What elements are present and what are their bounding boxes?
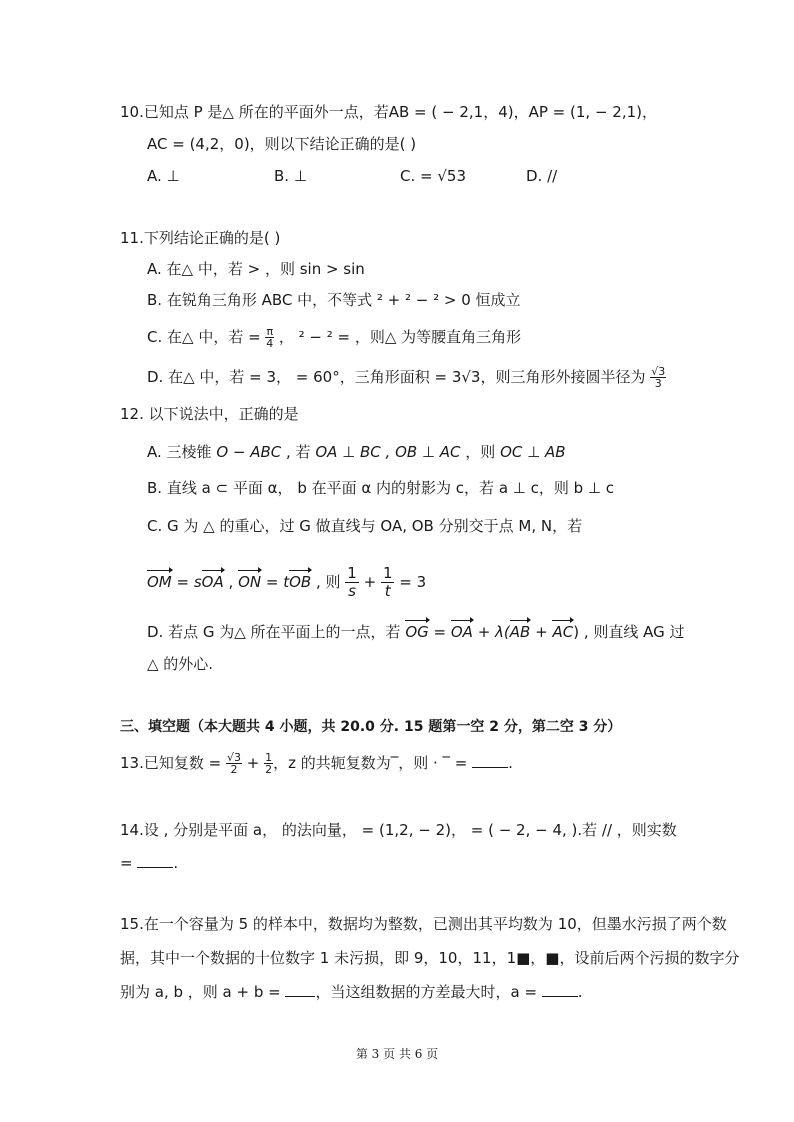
- answer-blank[interactable]: [472, 753, 508, 768]
- q10-option-a: A. ⊥: [147, 167, 180, 185]
- q12-option-b: B. 直线 a ⊂ 平面 α， b 在平面 α 内的射影为 c，若 a ⊥ c，则 b ⊥ c: [147, 479, 614, 497]
- answer-blank[interactable]: [285, 982, 315, 997]
- q12-option-d-line2: △ 的外心.: [147, 655, 214, 673]
- page-footer: 第 3 页 共 6 页: [355, 1047, 439, 1061]
- q15-line1: 15.在一个容量为 5 的样本中，数据均为整数，已测出其平均数为 10，但墨水污损了两个数: [120, 915, 727, 933]
- fraction-1-over-s: $\frac{1}{s}$: [347, 564, 357, 600]
- q11-option-c: C. 在△ 中，若 = $\frac{\pi}{4}$ ， ² − ² = ，则△ 为等腰直角三角形: [147, 325, 522, 350]
- q14-line2: = .: [120, 854, 179, 872]
- q10-option-d: D. //: [526, 167, 558, 185]
- fraction-sqrt3-over-2: $\frac{√3}{2}$: [226, 751, 241, 776]
- q15-line2: 据，其中一个数据的十位数字 1 未污损，即 9，10，11，1■，■，设前后两个污损的数字分: [120, 949, 740, 967]
- fraction-pi-over-4: $\frac{\pi}{4}$: [266, 325, 274, 350]
- q11-stem: 11.下列结论正确的是( ): [120, 229, 281, 247]
- q12-option-c-line1: C. G 为 △ 的重心，过 G 做直线与 OA, OB 分别交于点 M, N，若: [147, 517, 583, 535]
- q14-line1: 14.设 , 分别是平面 a， 的法向量， = (1,2, − 2)， = ( − 2, − 4, ).若 // ，则实数: [120, 821, 677, 839]
- section-heading: 三、填空题（本大题共 4 小题，共 20.0 分. 15 题第一空 2 分，第二空 3 分）: [120, 719, 622, 735]
- q12-option-d-line1: D. 若点 G 为△ 所在平面上的一点，若 OG = OA + λ(AB + AC) , 则直线 AG 过: [147, 623, 685, 641]
- fraction-sqrt3-over-3: $\frac{√3}{3}$: [651, 365, 666, 390]
- fraction-1-over-t: $\frac{1}{t}$: [382, 564, 393, 600]
- answer-blank[interactable]: [542, 982, 578, 997]
- q12-option-a: A. 三棱锥 O − ABC , 若 OA ⊥ BC , OB ⊥ AC ，则 OC ⊥ AB: [147, 443, 566, 461]
- q10-option-c: C. = √53: [400, 167, 466, 185]
- q10-line1: 10.已知点 P 是△ 所在的平面外一点，若AB = ( − 2,1，4)，AP = (1, − 2,1)，: [120, 103, 657, 121]
- q15-line3: 别为 a, b ，则 a + b = ，当这组数据的方差最大时，a = .: [120, 983, 583, 1001]
- q11-option-d: D. 在△ 中，若 = 3， = 60°，三角形面积 = 3√3，则三角形外接圆半径为 $\frac{√3}{3}$: [147, 365, 666, 390]
- q10-line2: AC = (4,2，0)，则以下结论正确的是( ): [147, 135, 417, 153]
- q11-option-a: A. 在△ 中，若 > ，则 sin > sin: [147, 260, 365, 278]
- q12-stem: 12. 以下说法中，正确的是: [120, 405, 299, 423]
- fraction-1-over-2: $\frac{1}{2}$: [265, 751, 273, 776]
- q12-option-c-line2: OM = sOA , ON = tOB , 则 $\frac{1}{s}$ + $\frac{1}{t}$ = 3: [147, 564, 427, 600]
- q10-option-b: B. ⊥: [274, 167, 307, 185]
- q11-option-b: B. 在锐角三角形 ABC 中，不等式 ² + ² − ² > 0 恒成立: [147, 291, 521, 309]
- answer-blank[interactable]: [137, 853, 173, 868]
- q13: 13.已知复数 = $\frac{√3}{2}$ + $\frac{1}{2}$ ，z 的共轭复数为‾，则 · ‾ = .: [120, 751, 513, 776]
